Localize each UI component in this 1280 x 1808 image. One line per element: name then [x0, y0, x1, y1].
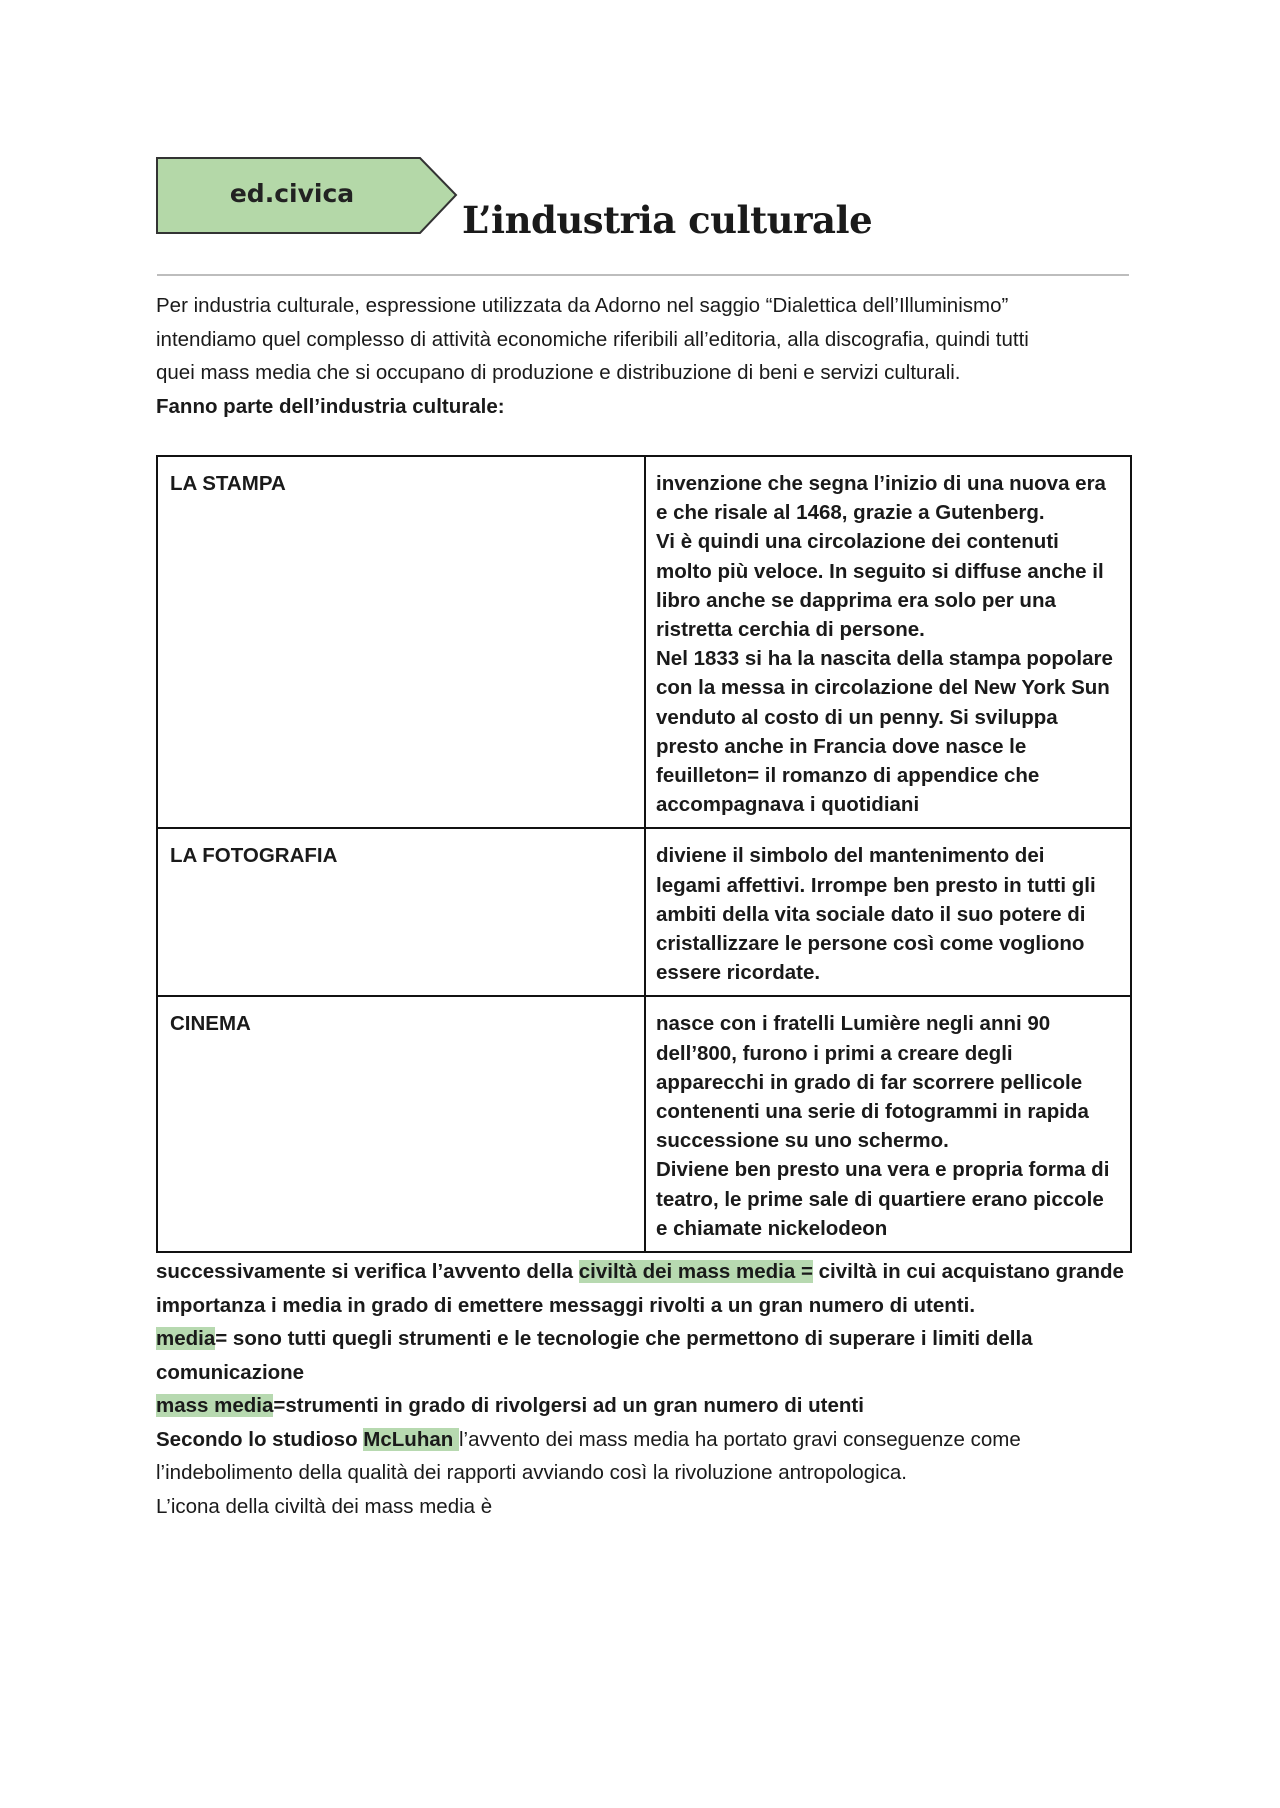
- list-heading: Fanno parte dell’industria culturale:: [156, 394, 505, 418]
- description-line: nasce con i fratelli Lumière negli anni 90: [656, 1012, 1051, 1036]
- row-description: [645, 456, 1131, 828]
- description-line: ambiti della vita sociale dato il suo potere di: [656, 902, 1086, 926]
- media-definition-line2: comunicazione: [156, 1360, 305, 1384]
- highlighted-term: civiltà dei mass media =: [578, 1260, 813, 1283]
- intro-line: Per industria culturale, espressione utilizzata da Adorno nel saggio “Dialettica dell’Illuminismo”: [156, 294, 1009, 317]
- text-run: = sono tutti quegli strumenti e le tecnologie che permettono di superare i limiti della: [215, 1327, 1033, 1350]
- highlighted-term: McLuhan: [363, 1427, 459, 1451]
- description-line: dell’800, furono i primi a creare degli: [656, 1041, 1013, 1065]
- intro-line: quei mass media che si occupano di produzione e distribuzione di beni e servizi culturali.: [156, 361, 961, 384]
- description-line: teatro, le prime sale di quartiere erano piccole: [656, 1187, 1104, 1211]
- mass-media-definition: [156, 1389, 1146, 1423]
- description-line: contenenti una serie di fotogrammi in rapida: [656, 1100, 1089, 1124]
- row-description: [645, 996, 1131, 1252]
- description-line: Vi è quindi una circolazione dei contenuti: [656, 530, 1059, 554]
- description-line: venduto al costo di un penny. Si sviluppa: [656, 705, 1058, 729]
- text-run: Secondo lo studioso: [156, 1427, 364, 1451]
- description-line: con la messa in circolazione del New York Sun: [656, 676, 1110, 700]
- description-line: diviene il simbolo del mantenimento dei: [656, 844, 1045, 868]
- subject-tag: [156, 157, 458, 235]
- closing-section: [156, 1255, 1146, 1523]
- description-line: essere ricordate.: [656, 961, 821, 985]
- text-run: civiltà in cui acquistano grande: [812, 1260, 1124, 1283]
- description-line: Diviene ben presto una vera e propria forma di: [656, 1158, 1110, 1182]
- description-line: legami affettivi. Irrompe ben presto in tutti gli: [656, 873, 1096, 897]
- highlighted-term: media: [156, 1327, 216, 1350]
- row-description: [645, 828, 1131, 996]
- table-row: [157, 996, 1131, 1252]
- description-line: e che risale al 1468, grazie a Gutenberg.: [656, 501, 1045, 525]
- description-line: libro anche se dapprima era solo per una: [656, 588, 1056, 612]
- media-table: [156, 455, 1132, 1253]
- page-title: L’industria culturale: [462, 198, 873, 242]
- intro-paragraph: [156, 289, 1136, 423]
- row-label: LA STAMPA: [157, 456, 645, 828]
- table-row: [157, 828, 1131, 996]
- mcluhan-line2: l’indebolimento della qualità dei rapporti avviando così la rivoluzione antropologica.: [156, 1461, 907, 1484]
- title-divider: [157, 274, 1129, 276]
- description-line: ristretta cerchia di persone.: [656, 618, 925, 642]
- row-label: LA FOTOGRAFIA: [157, 828, 645, 996]
- mcluhan-paragraph: [156, 1423, 1146, 1457]
- description-line: presto anche in Francia dove nasce le: [656, 734, 1027, 758]
- description-line: apparecchi in grado di far scorrere pellicole: [656, 1070, 1083, 1094]
- intro-line: intendiamo quel complesso di attività economiche riferibili all’editoria, alla discografia, quindi tutti: [156, 327, 1029, 351]
- description-line: Nel 1833 si ha la nascita della stampa popolare: [656, 647, 1113, 671]
- table-row: [157, 456, 1131, 828]
- description-line: feuilleton= il romanzo di appendice che: [656, 764, 1040, 788]
- media-definition: [156, 1322, 1146, 1356]
- description-line: cristallizzare le persone così come vogliono: [656, 932, 1085, 956]
- description-line: successione su uno schermo.: [656, 1129, 949, 1153]
- highlighted-term: mass media: [156, 1394, 274, 1417]
- mass-media-era-paragraph: [156, 1255, 1146, 1289]
- text-run: successivamente si verifica l’avvento della: [156, 1260, 579, 1283]
- description-line: invenzione che segna l’inizio di una nuova era: [656, 472, 1106, 495]
- tag-label: ed.civica: [229, 179, 355, 208]
- description-line: e chiamate nickelodeon: [656, 1216, 888, 1240]
- mass-media-era-line2: importanza i media in grado di emettere messaggi rivolti a un gran numero di utenti.: [156, 1293, 976, 1317]
- description-line: molto più veloce. In seguito si diffuse anche il: [656, 559, 1104, 583]
- row-label: CINEMA: [157, 996, 645, 1252]
- final-line: L’icona della civiltà dei mass media è: [156, 1494, 493, 1518]
- description-line: accompagnava i quotidiani: [656, 793, 920, 817]
- text-run: =strumenti in grado di rivolgersi ad un gran numero di utenti: [273, 1394, 864, 1417]
- text-run: l’avvento dei mass media ha portato gravi conseguenze come: [458, 1427, 1021, 1451]
